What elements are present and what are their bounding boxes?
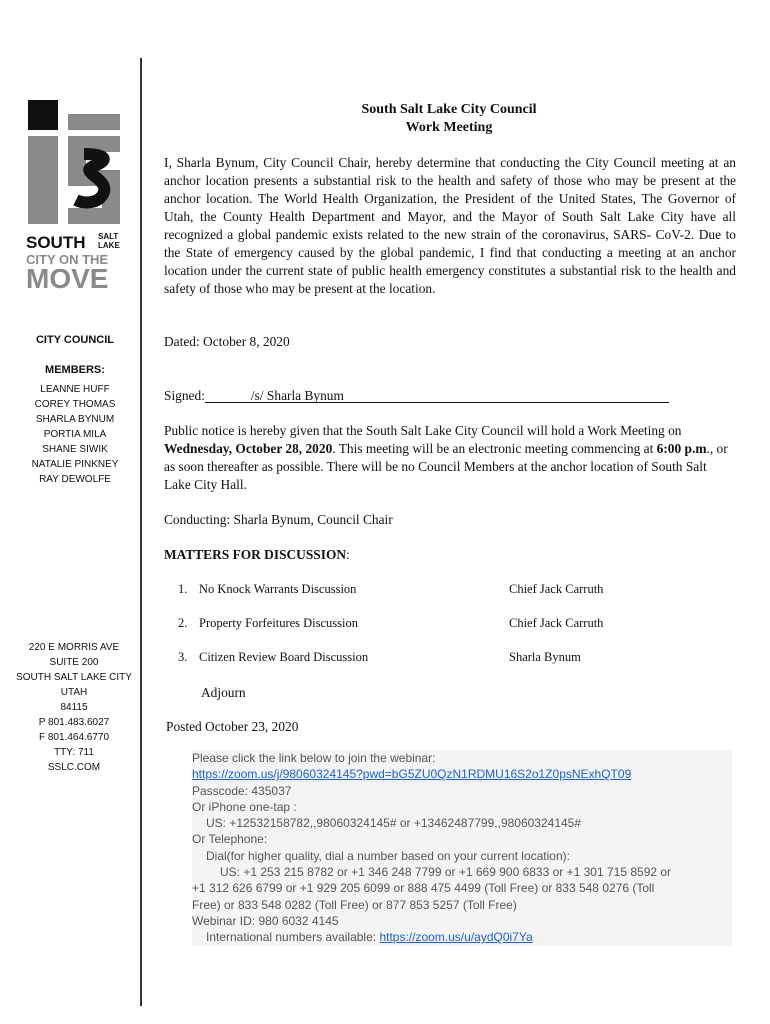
document-subtitle: Work Meeting bbox=[405, 120, 493, 135]
webinar-intro: Please click the link below to join the webinar: bbox=[192, 751, 436, 765]
passcode: Passcode: 435037 bbox=[192, 783, 292, 798]
international-label: International numbers available: bbox=[206, 930, 380, 945]
dial-instructions: Dial(for higher quality, dial a number based on your current location): bbox=[206, 848, 570, 863]
member-name: LEANNE HUFF bbox=[40, 384, 110, 395]
members-heading: MEMBERS: bbox=[45, 364, 105, 376]
webinar-info bbox=[192, 750, 732, 946]
iphone-label: Or iPhone one-tap : bbox=[192, 799, 297, 814]
logo-text-move: MOVE bbox=[26, 263, 109, 294]
member-name: SHANE SIWIK bbox=[42, 444, 108, 455]
matter-presenter: Chief Jack Carruth bbox=[509, 582, 604, 596]
meeting-time: 6:00 p.m bbox=[656, 441, 707, 456]
matter-presenter: Sharla Bynum bbox=[509, 650, 581, 664]
webinar-id: Webinar ID: 980 6032 4145 bbox=[192, 913, 339, 928]
matter-item: Citizen Review Board Discussion bbox=[199, 650, 369, 664]
matters-heading: MATTERS FOR DISCUSSION bbox=[164, 547, 347, 562]
notice-text: Public notice is hereby given that the South Salt Lake City Council will hold a Work Meeting on bbox=[164, 423, 682, 438]
matter-item: No Knock Warrants Discussion bbox=[199, 582, 357, 596]
member-name: RAY DEWOLFE bbox=[39, 474, 111, 485]
divider-line bbox=[140, 58, 142, 1006]
sidebar bbox=[0, 0, 140, 1024]
logo-dot bbox=[28, 100, 58, 130]
us-numbers: US: +1 253 215 8782 or +1 346 248 7799 or +1 669 900 6833 or +1 301 715 8592 or bbox=[220, 865, 672, 880]
matter-presenter: Chief Jack Carruth bbox=[509, 616, 604, 630]
us-numbers: Free) or 833 548 0282 (Toll Free) or 877 853 5257 (Toll Free) bbox=[192, 897, 517, 912]
meeting-date: Wednesday, October 28, 2020 bbox=[164, 441, 333, 456]
webinar-link[interactable]: https://zoom.us/j/98060324145?pwd=bG5ZU0QzN1RDMU16S2o1Z0psNExhQT09 bbox=[192, 767, 632, 782]
tty-number: TTY: 711 bbox=[54, 747, 94, 758]
address-line: UTAH bbox=[60, 687, 88, 698]
logo-text-city: CITY ON THE bbox=[26, 252, 109, 267]
logo-bar-top bbox=[68, 114, 120, 130]
public-notice bbox=[164, 422, 736, 494]
matters-heading-line bbox=[164, 546, 736, 564]
member-name: NATALIE PINKNEY bbox=[31, 459, 119, 470]
adjourn-line: Adjourn bbox=[201, 685, 246, 700]
signed-label: Signed: bbox=[164, 388, 205, 403]
members-list bbox=[0, 382, 150, 487]
logo-text-salt: SALT bbox=[98, 232, 119, 241]
international-numbers bbox=[192, 929, 732, 945]
logo-text-lake: LAKE bbox=[98, 241, 120, 250]
notice-text: ., or as soon thereafter as possible. There will be no Council Members at the anchor location of South Salt Lake City Hall. bbox=[164, 441, 728, 492]
matter-item: Property Forfeitures Discussion bbox=[199, 616, 359, 630]
phone-number: P 801.483.6027 bbox=[38, 717, 110, 728]
address-line: SOUTH SALT LAKE CITY bbox=[16, 672, 132, 683]
matter-number: 2. bbox=[178, 616, 188, 630]
notice-text: . This meeting will be an electronic meeting commencing at bbox=[332, 441, 657, 456]
us-numbers: +1 312 626 6799 or +1 929 205 6099 or 888 475 4499 (Toll Free) or 833 548 0276 (Toll bbox=[192, 881, 655, 896]
signature-value: /s/ Sharla Bynum bbox=[250, 388, 344, 403]
address-line: 220 E MORRIS AVE bbox=[28, 642, 120, 653]
international-link[interactable]: https://zoom.us/u/aydQ0i7Ya bbox=[379, 930, 533, 945]
member-name: SHARLA BYNUM bbox=[35, 414, 115, 425]
conducting-line: Conducting: Sharla Bynum, Council Chair bbox=[164, 512, 393, 527]
logo-text-south: SOUTH bbox=[26, 233, 86, 252]
matters-colon: : bbox=[346, 547, 350, 562]
address-line: 84115 bbox=[60, 702, 88, 713]
city-logo bbox=[24, 96, 128, 296]
council-heading: CITY COUNCIL bbox=[35, 334, 115, 346]
member-name: PORTIA MILA bbox=[43, 429, 107, 440]
logo-i-stem bbox=[28, 136, 58, 224]
website: SSLC.COM bbox=[47, 762, 101, 773]
fax-number: F 801.464.6770 bbox=[38, 732, 110, 743]
address-block bbox=[0, 640, 154, 775]
matter-number: 1. bbox=[178, 582, 188, 596]
matter-number: 3. bbox=[178, 650, 188, 664]
address-line: SUITE 200 bbox=[49, 657, 99, 668]
telephone-label: Or Telephone: bbox=[192, 832, 268, 847]
signature-underline bbox=[205, 387, 669, 403]
signed-line bbox=[164, 387, 736, 405]
document-title: South Salt Lake City Council bbox=[361, 102, 537, 117]
intro-paragraph: I, Sharla Bynum, City Council Chair, hereby determine that conducting the City Council meeting at an anchor location presents a substantial risk to the health and safety of those who may be present at the anchor location. The World Health Organization, the President of the United States, The Governor of Utah, the County Health Department and Mayor, and the Mayor of South Salt Lake City have all recognized a global pandemic exists related to the new strain of the coronavirus, SARS- CoV-2. Due to the State of emergency caused by the global pandemic, I find that conducting a meeting at an anchor location under the current state of public health emergency constitutes a substantial risk to the health and safety of those who may be present at the location. bbox=[164, 155, 736, 296]
dated-line: Dated: October 8, 2020 bbox=[164, 334, 290, 349]
member-name: COREY THOMAS bbox=[34, 399, 116, 410]
iphone-numbers: US: +12532158782,,98060324145# or +13462487799,,98060324145# bbox=[206, 816, 582, 831]
posted-line: Posted October 23, 2020 bbox=[166, 719, 299, 734]
